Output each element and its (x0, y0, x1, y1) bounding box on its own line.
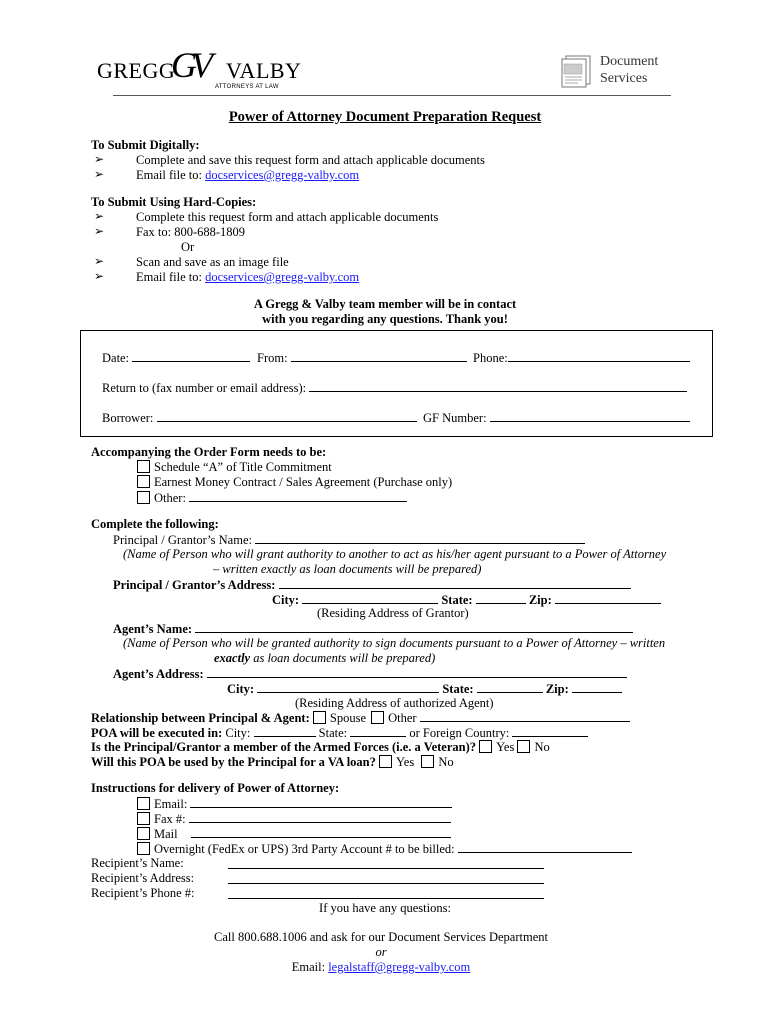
date-label: Date: (102, 351, 130, 365)
footer-call: Call 800.688.1006 and ask for our Document Services Department (214, 930, 548, 944)
delivery-overnight-checkbox[interactable] (137, 842, 150, 855)
recipient-phone-label: Recipient’s Phone #: (91, 886, 195, 900)
doc-services-line1: Document (600, 54, 659, 69)
principal-zip-label: Zip: (528, 593, 552, 607)
agent-state-field[interactable] (477, 681, 543, 693)
recipient-name-field[interactable] (228, 857, 544, 869)
from-label: From: (257, 351, 288, 365)
executed-state-field[interactable] (350, 725, 406, 737)
residing-grantor-note: (Residing Address of Grantor) (317, 606, 469, 620)
other-relationship-checkbox[interactable] (371, 711, 384, 724)
veteran-question: Is the Principal/Grantor a member of the Armed Forces (i.e. a Veteran)? (91, 740, 476, 754)
delivery-overnight-field[interactable] (458, 841, 632, 853)
submit-hard-item-4 (136, 270, 359, 285)
agent-name-row (113, 621, 633, 637)
earnest-money-label: Earnest Money Contract / Sales Agreement (Purchase only) (154, 475, 453, 489)
agent-zip-label: Zip: (545, 682, 569, 696)
submit-hard-item-3: Scan and save as an image file (136, 255, 289, 269)
principal-zip-field[interactable] (555, 592, 661, 604)
borrower-row (102, 410, 417, 426)
foreign-country-field[interactable] (512, 725, 588, 737)
principal-state-label: State: (441, 593, 473, 607)
footer-questions: If you have any questions: (319, 901, 451, 915)
contact-note-line-2: with you regarding any questions. Thank you! (262, 312, 508, 326)
va-loan-row (91, 755, 454, 770)
delivery-overnight-label: Overnight (FedEx or UPS) 3rd Party Account # to be billed: (154, 842, 455, 856)
agent-state-label: State: (442, 682, 474, 696)
delivery-email-row (137, 796, 452, 812)
spouse-label: Spouse (329, 711, 366, 725)
date-field[interactable] (132, 350, 250, 362)
phone-field[interactable] (508, 350, 690, 362)
schedule-a-label: Schedule “A” of Title Commitment (154, 460, 332, 474)
return-field[interactable] (309, 380, 687, 392)
executed-city-label: City: (225, 726, 251, 740)
relationship-row (91, 710, 630, 726)
footer-email-label: Email: (291, 960, 329, 974)
recipient-address-field[interactable] (228, 872, 544, 884)
va-no-label: No (438, 755, 454, 769)
relationship-label: Relationship between Principal & Agent: (91, 711, 310, 725)
veteran-row (91, 740, 550, 755)
return-label: Return to (fax number or email address): (102, 381, 307, 395)
footer-or: or (375, 945, 387, 959)
gf-number-row (423, 410, 690, 426)
other-relationship-label: Other (388, 711, 417, 725)
principal-city-label: City: (272, 593, 300, 607)
agent-address-label: Agent’s Address: (113, 667, 204, 681)
doc-services-line2: Services (600, 71, 648, 86)
bullet-arrow-icon: ➢ (94, 167, 105, 181)
borrower-label: Borrower: (102, 411, 154, 425)
bullet-arrow-icon: ➢ (94, 269, 105, 283)
delivery-heading: Instructions for delivery of Power of Attorney: (91, 781, 340, 795)
submit-hard-item-2: Fax to: 800-688-1809 (136, 225, 246, 239)
contact-note-line-1: A Gregg & Valby team member will be in contact (253, 297, 517, 311)
other-doc-label: Other: (154, 491, 186, 505)
executed-state-label: State: (318, 726, 348, 740)
footer-email-row (0, 960, 762, 975)
submit-digital-heading: To Submit Digitally: (91, 138, 200, 152)
delivery-mail-row (137, 826, 451, 842)
va-no-checkbox[interactable] (421, 755, 434, 768)
phone-label: Phone: (473, 351, 508, 365)
firm-logo (97, 44, 302, 92)
agent-address-field[interactable] (207, 666, 627, 678)
delivery-mail-label: Mail (154, 827, 178, 841)
other-doc-checkbox[interactable] (137, 491, 150, 504)
principal-name-row (113, 532, 585, 548)
delivery-email-label: Email: (154, 797, 188, 811)
va-loan-question: Will this POA be used by the Principal for a VA loan? (91, 755, 376, 769)
agent-note-2 (214, 651, 435, 666)
executed-label: POA will be executed in: (91, 726, 223, 740)
docservices-email-link[interactable]: docservices@gregg-valby.com (205, 168, 360, 182)
veteran-yes-checkbox[interactable] (479, 740, 492, 753)
legalstaff-email-link[interactable]: legalstaff@gregg-valby.com (328, 960, 471, 974)
bullet-arrow-icon: ➢ (94, 254, 105, 268)
principal-city-field[interactable] (302, 592, 438, 604)
date-row (102, 350, 250, 366)
other-relationship-field[interactable] (420, 710, 630, 722)
principal-address-field[interactable] (279, 577, 631, 589)
principal-note-2: – written exactly as loan documents will be prepared) (213, 562, 482, 576)
gf-number-field[interactable] (490, 410, 690, 422)
principal-state-field[interactable] (476, 592, 526, 604)
accompanying-option-2 (137, 475, 452, 490)
submit-hard-or: Or (181, 240, 195, 254)
agent-name-label: Agent’s Name: (113, 622, 193, 636)
bullet-arrow-icon: ➢ (94, 224, 105, 238)
agent-name-field[interactable] (195, 621, 633, 633)
agent-zip-field[interactable] (572, 681, 622, 693)
veteran-yes-label: Yes (496, 740, 515, 754)
agent-city-field[interactable] (257, 681, 439, 693)
page-title: Power of Attorney Document Preparation Request (228, 109, 542, 125)
foreign-country-label: or Foreign Country: (409, 726, 510, 740)
document-services-logo (558, 52, 678, 92)
firm-name-right: VALBY (226, 58, 302, 83)
spouse-checkbox[interactable] (313, 711, 326, 724)
bullet-arrow-icon: ➢ (94, 152, 105, 166)
header-rule (113, 95, 671, 96)
va-yes-checkbox[interactable] (379, 755, 392, 768)
agent-note-1: (Name of Person who will be granted authority to sign documents pursuant to a Power of Attorney – written (123, 636, 666, 650)
document-stack-icon (558, 54, 596, 88)
submit-digital-item-2 (136, 168, 359, 183)
bullet-arrow-icon: ➢ (94, 209, 105, 223)
delivery-email-field[interactable] (190, 796, 452, 808)
accompanying-option-1 (137, 460, 332, 475)
earnest-money-checkbox[interactable] (137, 475, 150, 488)
delivery-fax-field[interactable] (189, 811, 451, 823)
from-field[interactable] (291, 350, 467, 362)
borrower-field[interactable] (157, 410, 417, 422)
recipient-name-label: Recipient’s Name: (91, 856, 184, 870)
executed-row (91, 725, 588, 741)
delivery-mail-field[interactable] (191, 826, 451, 838)
principal-note-1: (Name of Person who will grant authority to another to act as his/her agent pursuant to a Power of Attorney (123, 547, 667, 561)
return-row (102, 380, 687, 396)
email-label: Email file to: (136, 168, 206, 182)
submit-hard-heading: To Submit Using Hard-Copies: (91, 195, 257, 209)
recipient-address-label: Recipient’s Address: (91, 871, 195, 885)
recipient-phone-row (91, 886, 194, 901)
agent-city-label: City: (227, 682, 255, 696)
delivery-mail-checkbox[interactable] (137, 827, 150, 840)
firm-name-left: GREGG (97, 58, 176, 83)
veteran-no-label: No (534, 740, 550, 754)
agent-note-rest: as loan documents will be prepared) (250, 651, 436, 665)
docservices-email-link-2[interactable]: docservices@gregg-valby.com (205, 270, 360, 284)
delivery-email-checkbox[interactable] (137, 797, 150, 810)
accompanying-option-3 (137, 490, 407, 506)
recipient-name-row (91, 856, 184, 871)
schedule-a-checkbox[interactable] (137, 460, 150, 473)
email-label: Email file to: (136, 270, 206, 284)
delivery-fax-checkbox[interactable] (137, 812, 150, 825)
delivery-fax-label: Fax #: (154, 812, 186, 826)
principal-name-field[interactable] (255, 532, 585, 544)
recipient-phone-field[interactable] (228, 887, 544, 899)
gf-number-label: GF Number: (423, 411, 487, 425)
complete-heading: Complete the following: (91, 517, 219, 531)
agent-address-row (113, 666, 627, 682)
from-row (257, 350, 467, 366)
submit-hard-item-1: Complete this request form and attach applicable documents (136, 210, 439, 224)
principal-address-label: Principal / Grantor’s Address: (113, 578, 276, 592)
principal-name-label: Principal / Grantor’s Name: (113, 533, 252, 547)
agent-note-emphasis: exactly (214, 651, 251, 665)
submit-digital-item-1: Complete and save this request form and attach applicable documents (136, 153, 485, 167)
firm-subtitle: ATTORNEYS AT LAW (215, 84, 279, 90)
other-doc-field[interactable] (189, 490, 407, 502)
accompanying-heading: Accompanying the Order Form needs to be: (91, 445, 327, 459)
principal-address-row (113, 577, 631, 593)
phone-row (473, 350, 690, 366)
delivery-fax-row (137, 811, 451, 827)
executed-city-field[interactable] (254, 725, 316, 737)
va-yes-label: Yes (396, 755, 415, 769)
residing-agent-note: (Residing Address of authorized Agent) (295, 696, 494, 710)
firm-monogram: GV (171, 45, 207, 85)
recipient-address-row (91, 871, 194, 886)
agent-city-row (227, 681, 622, 697)
delivery-overnight-row (137, 841, 632, 857)
veteran-no-checkbox[interactable] (517, 740, 530, 753)
